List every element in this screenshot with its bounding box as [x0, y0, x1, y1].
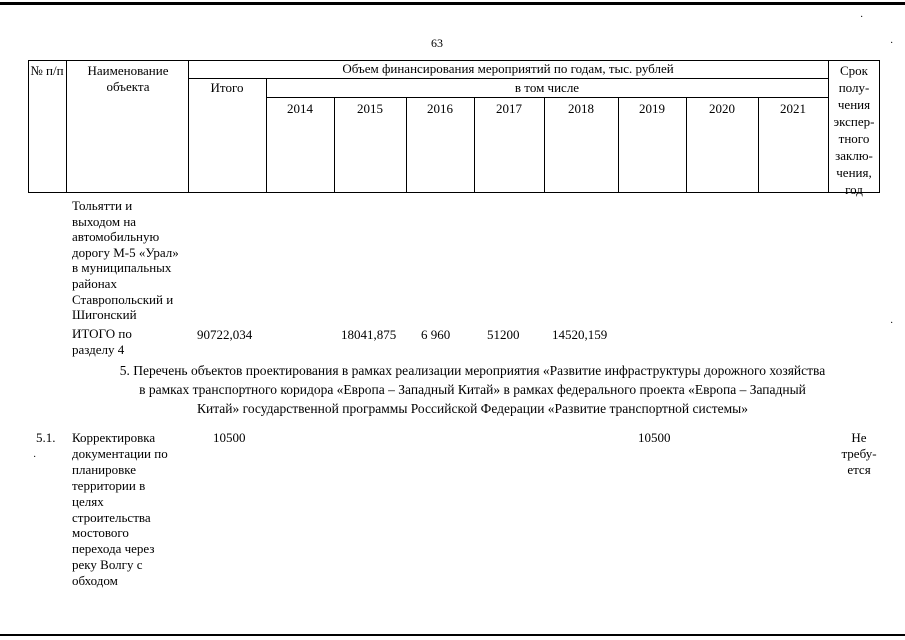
total-label-line: разделу 4: [72, 341, 125, 357]
name-line: обходом: [72, 573, 118, 589]
bottom-border: [0, 634, 905, 636]
header-year-2015: 2015: [357, 101, 383, 116]
total-label-line: ИТОГО по: [72, 326, 132, 341]
scan-speck: ·: [33, 452, 37, 463]
name-line: документации по: [72, 445, 168, 461]
name-line: Корректировка: [72, 430, 156, 445]
section-line: в рамках транспортного коридора «Европа – Западный Китай» в рамках федерального проекта «Европа – Западный: [139, 382, 806, 397]
row-5-1-total: 10500: [213, 430, 246, 445]
name-line: мостового: [72, 525, 129, 541]
name-line: районах: [72, 275, 117, 291]
top-border: [0, 2, 905, 5]
header-year-2018: 2018: [568, 101, 594, 116]
section-line: Китай» государственной программы Российской Федерации «Развитие транспортной системы»: [197, 401, 748, 416]
volume-divider-line: [188, 78, 828, 79]
header-year-2014: 2014: [287, 101, 313, 116]
deadline-line: чения,: [836, 165, 872, 180]
name-line: перехода через: [72, 541, 155, 557]
name-line: планировке: [72, 461, 137, 477]
header-volume: Объем финансирования мероприятий по годам, тыс. рублей: [342, 61, 674, 76]
name-line: Шигонский: [72, 307, 137, 323]
deadline-line: полу-: [838, 80, 870, 95]
row-5-1-deadline: [838, 430, 880, 478]
name-line: в муниципальных: [72, 260, 172, 276]
header-name: Наименование объекта: [87, 63, 169, 94]
header-num: № п/п: [30, 63, 64, 78]
deadline-line: тного: [838, 131, 870, 146]
total-sum: 90722,034: [197, 327, 253, 342]
header-including: в том числе: [514, 80, 580, 95]
row-5-1-num: 5.1.: [36, 430, 56, 445]
total-2018: 14520,159: [552, 327, 608, 342]
deadline-line: экспер-: [833, 114, 875, 129]
name-line: реку Волгу с: [72, 557, 143, 573]
deadline-line: требу-: [841, 446, 877, 461]
name-line: территории в: [72, 477, 146, 493]
row-5-1-name: [72, 430, 168, 589]
continuation-name: [72, 198, 179, 323]
name-line: автомобильную: [72, 229, 160, 245]
total-label: [72, 326, 132, 357]
header-total: Итого: [210, 80, 244, 95]
deadline-line: заклю-: [835, 148, 873, 163]
col-line: [66, 60, 67, 193]
header-year-2017: 2017: [496, 101, 522, 116]
scan-speck: ·: [860, 12, 864, 23]
name-line: выходом на: [72, 213, 137, 229]
scan-speck: ·: [890, 318, 894, 329]
header-year-2020: 2020: [709, 101, 735, 116]
deadline-line: Не: [851, 430, 867, 445]
deadline-line: год: [845, 182, 863, 197]
row-5-1-2019: 10500: [638, 430, 671, 445]
header-year-2021: 2021: [780, 101, 806, 116]
total-2016: 6 960: [421, 327, 451, 342]
name-line: дорогу М-5 «Урал»: [72, 244, 179, 260]
deadline-line: Срок: [840, 63, 868, 78]
years-divider-line: [266, 97, 828, 98]
name-line: Тольятти и: [72, 198, 133, 213]
header-year-2016: 2016: [427, 101, 453, 116]
deadline-line: чения: [837, 97, 871, 112]
table-bottom-line: [28, 192, 880, 193]
name-line: целях: [72, 493, 104, 509]
header-year-2019: 2019: [639, 101, 665, 116]
col-line: [28, 60, 29, 193]
total-2015: 18041,875: [341, 327, 397, 342]
name-line: Ставропольский и: [72, 291, 174, 307]
deadline-line: ется: [847, 462, 871, 477]
header-deadline: [828, 62, 880, 198]
total-2017: 51200: [487, 327, 520, 342]
section-line: 5. Перечень объектов проектирования в рамках реализации мероприятия «Развитие инфраструктуры дорожного хозяйства: [119, 363, 826, 378]
name-line: строительства: [72, 509, 151, 525]
scan-speck: ·: [890, 38, 894, 49]
page-number: 63: [431, 36, 443, 50]
header-table: [28, 60, 880, 197]
section-5-heading: [60, 361, 885, 418]
